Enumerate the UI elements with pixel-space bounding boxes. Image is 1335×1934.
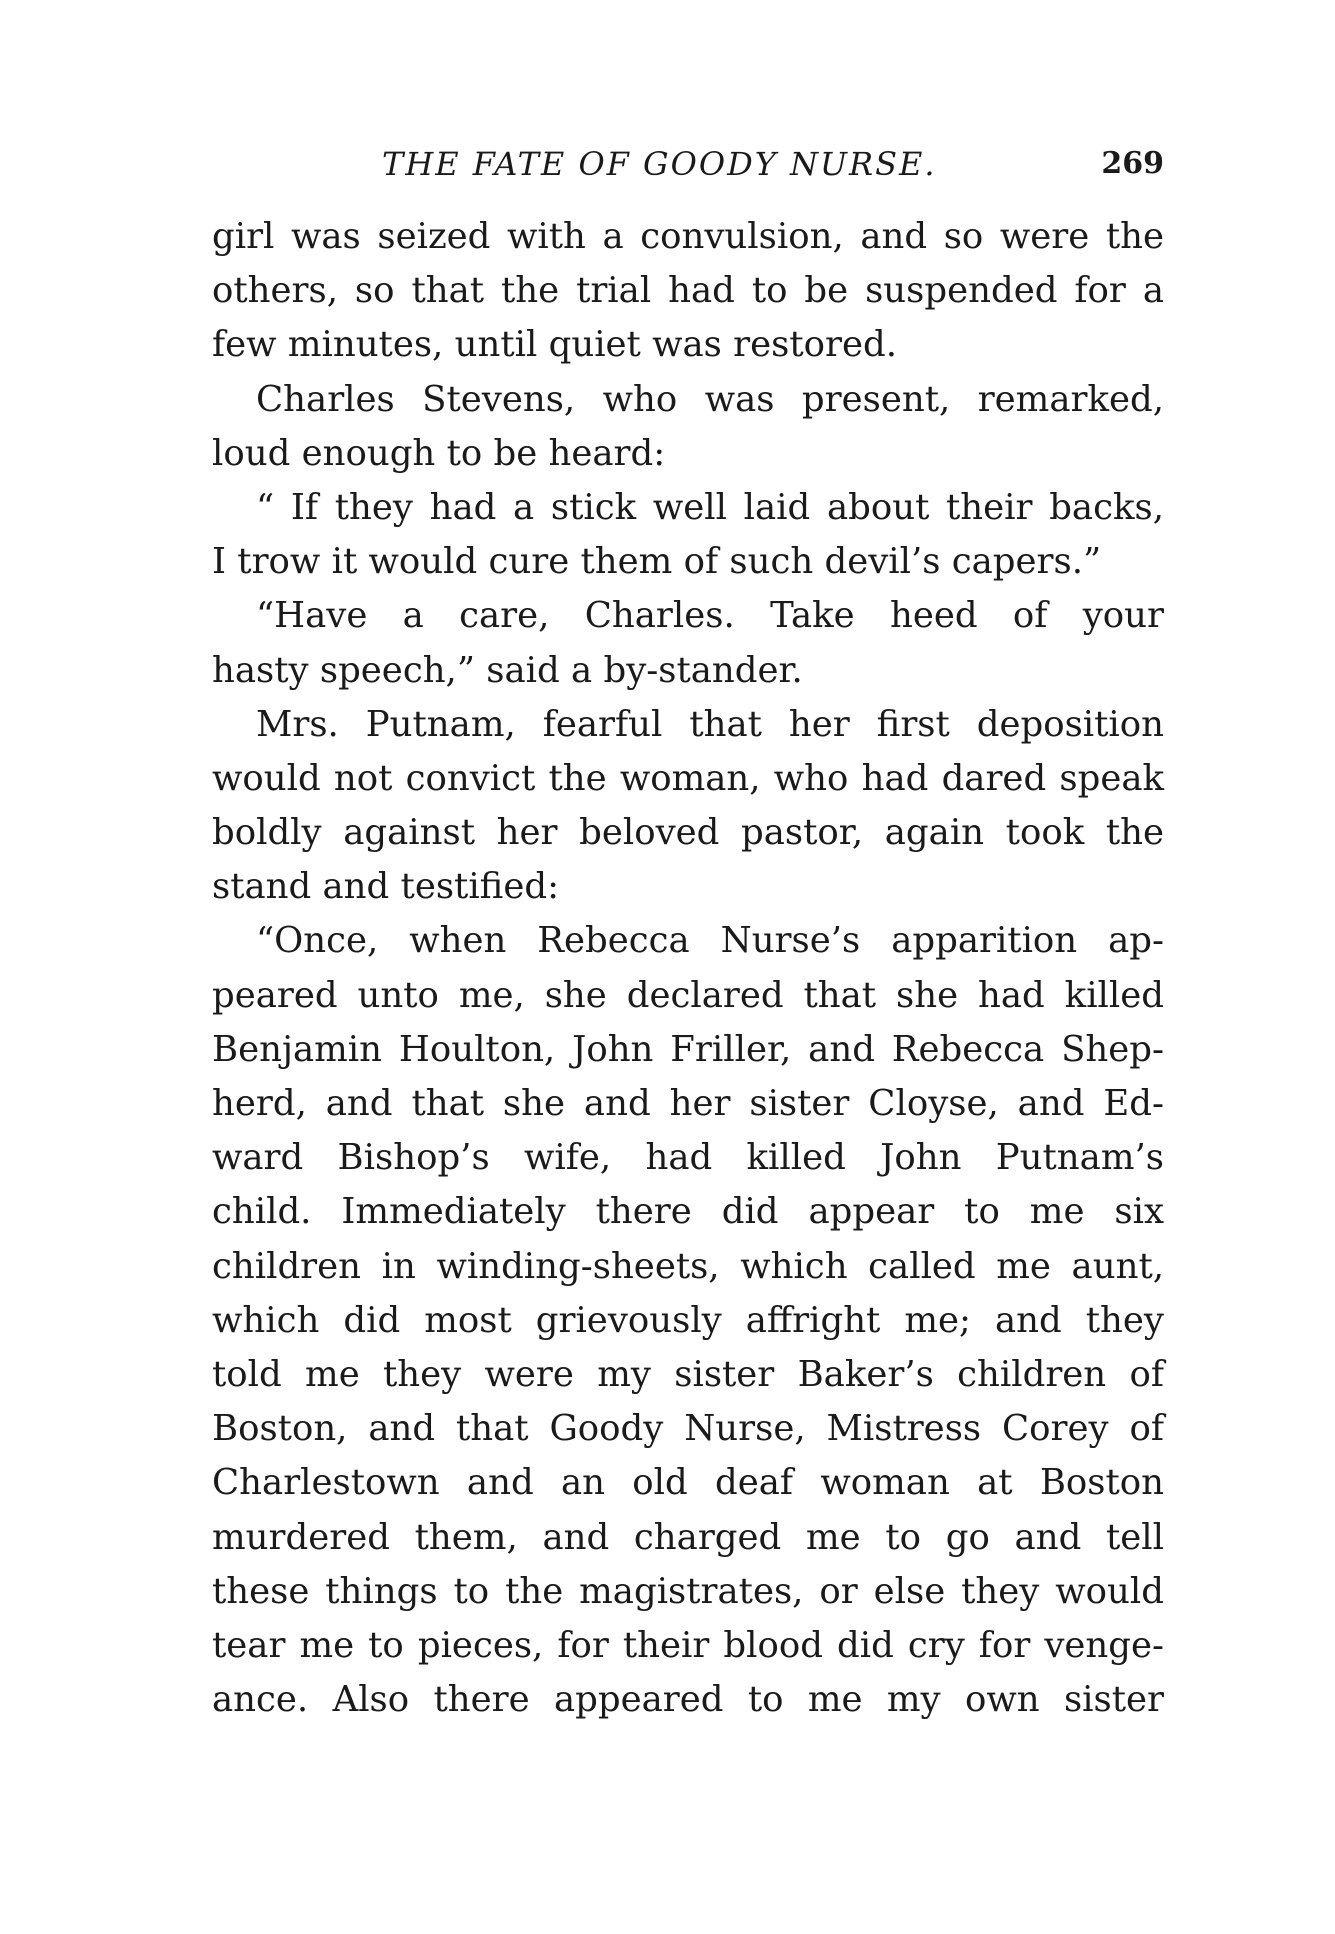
running-title: THE FATE OF GOODY NURSE.: [382, 145, 937, 183]
text-line: girl was seized with a convulsion, and so were the: [212, 216, 1164, 257]
body-text: [212, 210, 1164, 1727]
text-line: herd, and that she and her sister Cloyse, and Ed-: [212, 1083, 1164, 1124]
text-line: told me they were my sister Baker’s children of: [212, 1353, 1164, 1395]
text-line: boldly against her beloved pastor, again took the: [212, 812, 1164, 854]
text-line: children in winding-sheets, which called me aunt,: [212, 1245, 1164, 1287]
text-line: ance. Also there appeared to me my own sister: [212, 1679, 1164, 1721]
text-line: Charlestown and an old deaf woman at Boston: [212, 1462, 1164, 1504]
text-line: “Have a care, Charles. Take heed of your: [256, 595, 1164, 637]
text-line: loud enough to be heard:: [212, 432, 666, 474]
text-line: tear me to pieces, for their blood did cry for venge-: [212, 1624, 1164, 1666]
text-line: these things to the magistrates, or else they would: [212, 1570, 1164, 1612]
text-line: Benjamin Houlton, John Friller, and Rebecca Shep-: [212, 1028, 1164, 1070]
text-line: I trow it would cure them of such devil’s capers.”: [212, 541, 1102, 583]
text-line: would not convict the woman, who had dared speak: [212, 757, 1164, 799]
text-line: “Once, when Rebecca Nurse’s apparition ap-: [256, 920, 1164, 962]
text-line: ward Bishop’s wife, had killed John Putnam’s: [212, 1137, 1164, 1179]
text-line: others, so that the trial had to be suspended for a: [212, 270, 1164, 312]
text-line: Boston, and that Goody Nurse, Mistress Corey of: [212, 1408, 1164, 1450]
page-number: 269: [1101, 146, 1164, 181]
text-line: which did most grievously affright me; and they: [212, 1299, 1164, 1341]
running-head: [212, 140, 1164, 188]
text-line: Charles Stevens, who was present, remarked,: [256, 378, 1164, 420]
text-line: hasty speech,” said a by-stander.: [212, 649, 803, 691]
text-line: peared unto me, she declared that she had killed: [212, 974, 1164, 1016]
text-line: child. Immediately there did appear to me six: [212, 1191, 1164, 1233]
text-line: murdered them, and charged me to go and tell: [212, 1516, 1164, 1558]
text-line: Mrs. Putnam, fearful that her first deposition: [256, 703, 1164, 745]
text-line: few minutes, until quiet was restored.: [212, 324, 897, 366]
text-line: stand and testified:: [212, 866, 560, 908]
text-line: “ If they had a stick well laid about their backs,: [256, 486, 1164, 528]
